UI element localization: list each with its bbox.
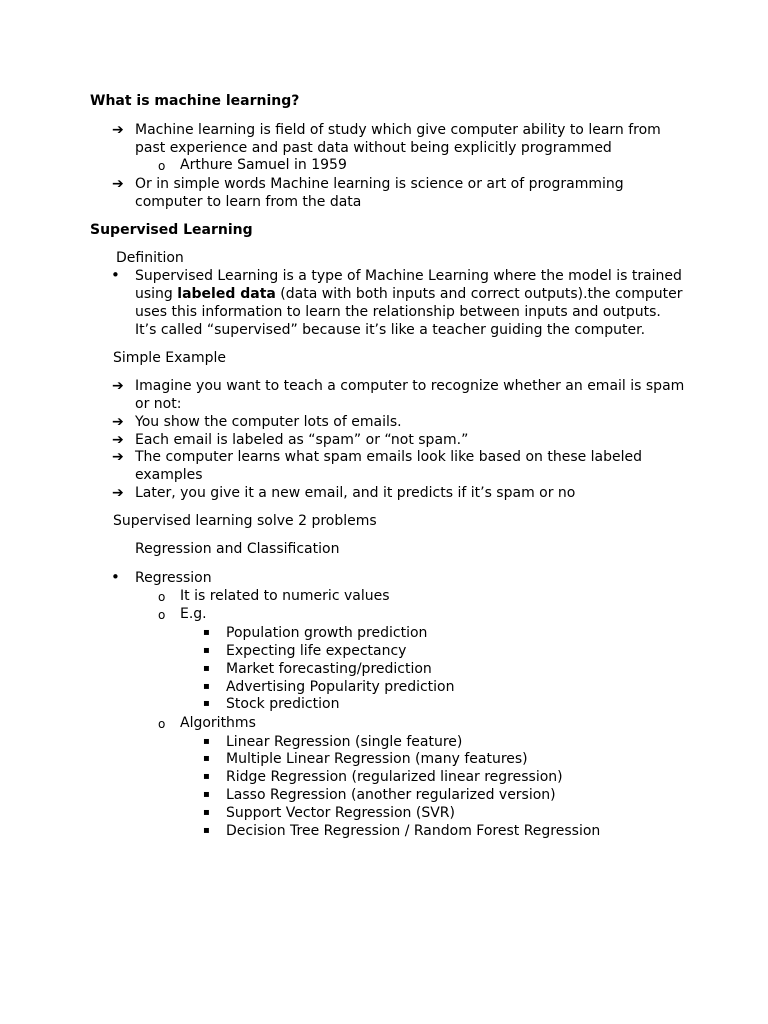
square-bullet-icon: ▪ bbox=[203, 627, 210, 638]
algorithms-label: Algorithms bbox=[180, 715, 256, 731]
square-bullet-icon: ▪ bbox=[203, 645, 210, 656]
definition-text: Supervised Learning is a type of Machine Learning where the model is trained bbox=[135, 268, 682, 284]
definition-text: uses this information to learn the relationship between inputs and outputs. bbox=[135, 304, 661, 320]
bullet-icon: • bbox=[111, 568, 120, 586]
problems-line: Supervised learning solve 2 problems bbox=[113, 513, 377, 529]
square-bullet-icon: ▪ bbox=[203, 807, 210, 818]
square-bullet-icon: ▪ bbox=[203, 753, 210, 764]
definition-text: It’s called “supervised” because it’s like a teacher guiding the computer. bbox=[135, 322, 646, 338]
example-item-text: The computer learns what spam emails look like based on these labeled bbox=[135, 449, 643, 465]
regression-sub-item: It is related to numeric values bbox=[180, 588, 390, 604]
list-item-text: Or in simple words Machine learning is science or art of programming bbox=[135, 176, 624, 192]
arrow-bullet-icon: ➔ bbox=[112, 378, 124, 394]
example-list-item: Advertising Popularity prediction bbox=[226, 679, 455, 695]
sub-list-item-text: Arthure Samuel in 1959 bbox=[180, 157, 347, 173]
definition-text: using labeled data (data with both inputs and correct outputs).the computer bbox=[135, 286, 683, 302]
bullet-icon: • bbox=[111, 266, 120, 284]
square-bullet-icon: ▪ bbox=[203, 789, 210, 800]
algorithm-list-item: Linear Regression (single feature) bbox=[226, 734, 463, 750]
arrow-bullet-icon: ➔ bbox=[112, 122, 124, 138]
regression-sub-item: E.g. bbox=[180, 606, 207, 622]
regression-label: Regression bbox=[135, 570, 212, 586]
square-bullet-icon: ▪ bbox=[203, 771, 210, 782]
example-item-text: or not: bbox=[135, 396, 182, 412]
example-item-text: examples bbox=[135, 467, 203, 483]
circle-bullet-icon: o bbox=[158, 590, 166, 604]
example-item-text: You show the computer lots of emails. bbox=[135, 414, 402, 430]
arrow-bullet-icon: ➔ bbox=[112, 432, 124, 448]
square-bullet-icon: ▪ bbox=[203, 681, 210, 692]
circle-bullet-icon: o bbox=[158, 717, 166, 731]
definition-label: Definition bbox=[116, 250, 184, 266]
square-bullet-icon: ▪ bbox=[203, 663, 210, 674]
circle-bullet-icon: o bbox=[158, 159, 166, 173]
list-item-text: past experience and past data without being explicitly programmed bbox=[135, 140, 612, 156]
example-item-text: Later, you give it a new email, and it predicts if it’s spam or no bbox=[135, 485, 576, 501]
algorithm-list-item: Decision Tree Regression / Random Forest Regression bbox=[226, 823, 601, 839]
section-heading-machine-learning: What is machine learning? bbox=[90, 93, 300, 109]
example-item-text: Each email is labeled as “spam” or “not spam.” bbox=[135, 432, 469, 448]
bold-term: labeled data bbox=[177, 286, 276, 302]
square-bullet-icon: ▪ bbox=[203, 698, 210, 709]
algorithm-list-item: Multiple Linear Regression (many features) bbox=[226, 751, 528, 767]
list-item-text: computer to learn from the data bbox=[135, 194, 362, 210]
example-list-item: Stock prediction bbox=[226, 696, 340, 712]
example-list-item: Expecting life expectancy bbox=[226, 643, 407, 659]
square-bullet-icon: ▪ bbox=[203, 825, 210, 836]
problems-sub-line: Regression and Classification bbox=[135, 541, 340, 557]
example-item-text: Imagine you want to teach a computer to recognize whether an email is spam bbox=[135, 378, 685, 394]
algorithm-list-item: Ridge Regression (regularized linear regression) bbox=[226, 769, 563, 785]
arrow-bullet-icon: ➔ bbox=[112, 449, 124, 465]
algorithm-list-item: Support Vector Regression (SVR) bbox=[226, 805, 455, 821]
section-heading-supervised-learning: Supervised Learning bbox=[90, 222, 253, 238]
example-label: Simple Example bbox=[113, 350, 226, 366]
arrow-bullet-icon: ➔ bbox=[112, 176, 124, 192]
circle-bullet-icon: o bbox=[158, 608, 166, 622]
list-item-text: Machine learning is field of study which give computer ability to learn from bbox=[135, 122, 661, 138]
example-list-item: Population growth prediction bbox=[226, 625, 428, 641]
arrow-bullet-icon: ➔ bbox=[112, 485, 124, 501]
example-list-item: Market forecasting/prediction bbox=[226, 661, 432, 677]
algorithm-list-item: Lasso Regression (another regularized version) bbox=[226, 787, 556, 803]
arrow-bullet-icon: ➔ bbox=[112, 414, 124, 430]
square-bullet-icon: ▪ bbox=[203, 736, 210, 747]
